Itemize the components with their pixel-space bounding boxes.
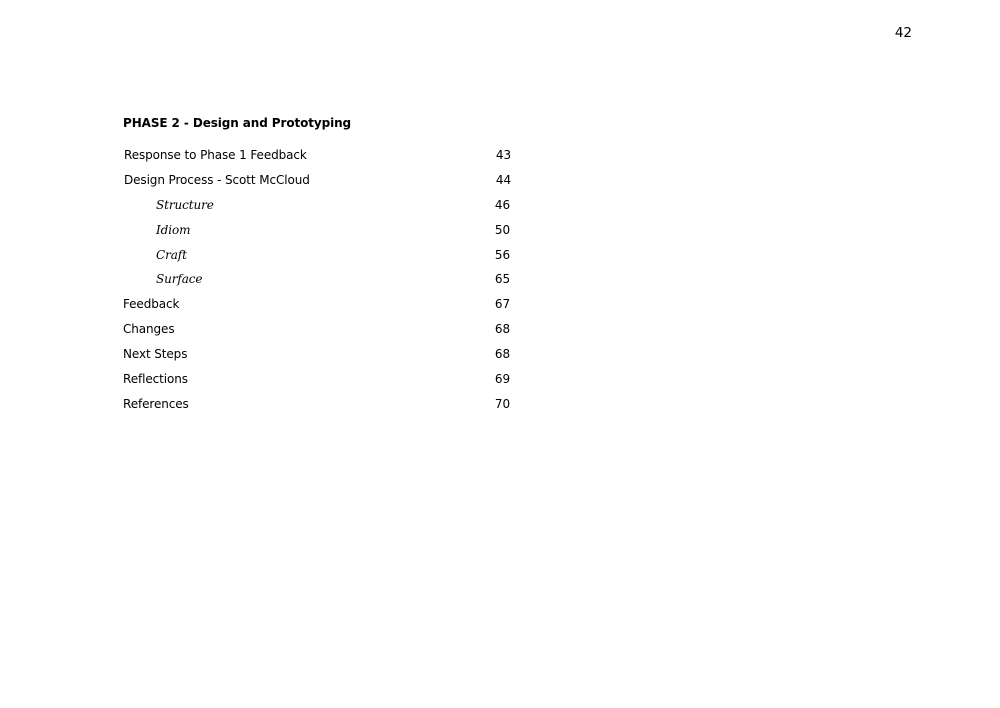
toc-entry-title: Feedback [123, 297, 180, 312]
toc-entry-page: 68 [494, 347, 510, 362]
toc-entry-title: Reflections [123, 372, 188, 387]
toc-entry-design-process[interactable] [123, 171, 523, 196]
toc-entry-page: 68 [494, 322, 510, 337]
toc-entry-page: 69 [494, 372, 510, 387]
toc-entry-title: Changes [123, 322, 175, 337]
toc-entry-title: References [123, 396, 189, 411]
table-of-contents [123, 114, 523, 420]
toc-entry-idiom[interactable] [123, 221, 523, 246]
toc-entry-surface[interactable] [123, 270, 523, 295]
toc-entry-page: 43 [495, 148, 511, 162]
toc-entry-page: 56 [494, 247, 510, 262]
toc-entry-page: 67 [494, 297, 510, 312]
toc-entry-changes[interactable] [123, 320, 523, 345]
toc-entry-response-to-phase-1-feedback[interactable] [123, 146, 523, 171]
toc-entry-title: Craft [156, 247, 187, 262]
toc-entry-reflections[interactable] [123, 370, 523, 395]
toc-entry-page: 46 [494, 197, 510, 212]
toc-list [123, 146, 523, 420]
page-number: 42 [894, 25, 912, 41]
toc-entry-title: Response to Phase 1 Feedback [124, 148, 307, 162]
toc-entry-structure[interactable] [123, 196, 523, 221]
toc-entry-page: 70 [494, 396, 510, 411]
toc-entry-title: Idiom [156, 222, 191, 237]
toc-entry-title: Structure [156, 197, 214, 212]
toc-entry-references[interactable] [123, 395, 523, 420]
toc-entry-title: Next Steps [123, 347, 188, 362]
toc-entry-title: Surface [156, 272, 203, 287]
toc-entry-feedback[interactable] [123, 295, 523, 320]
toc-heading: PHASE 2 - Design and Prototyping [123, 116, 352, 130]
toc-entry-page: 50 [494, 222, 510, 237]
toc-entry-craft[interactable] [123, 246, 523, 271]
toc-entry-page: 65 [494, 272, 510, 287]
toc-entry-title: Design Process - Scott McCloud [124, 172, 310, 187]
toc-entry-page: 44 [495, 172, 511, 187]
toc-entry-next-steps[interactable] [123, 345, 523, 370]
